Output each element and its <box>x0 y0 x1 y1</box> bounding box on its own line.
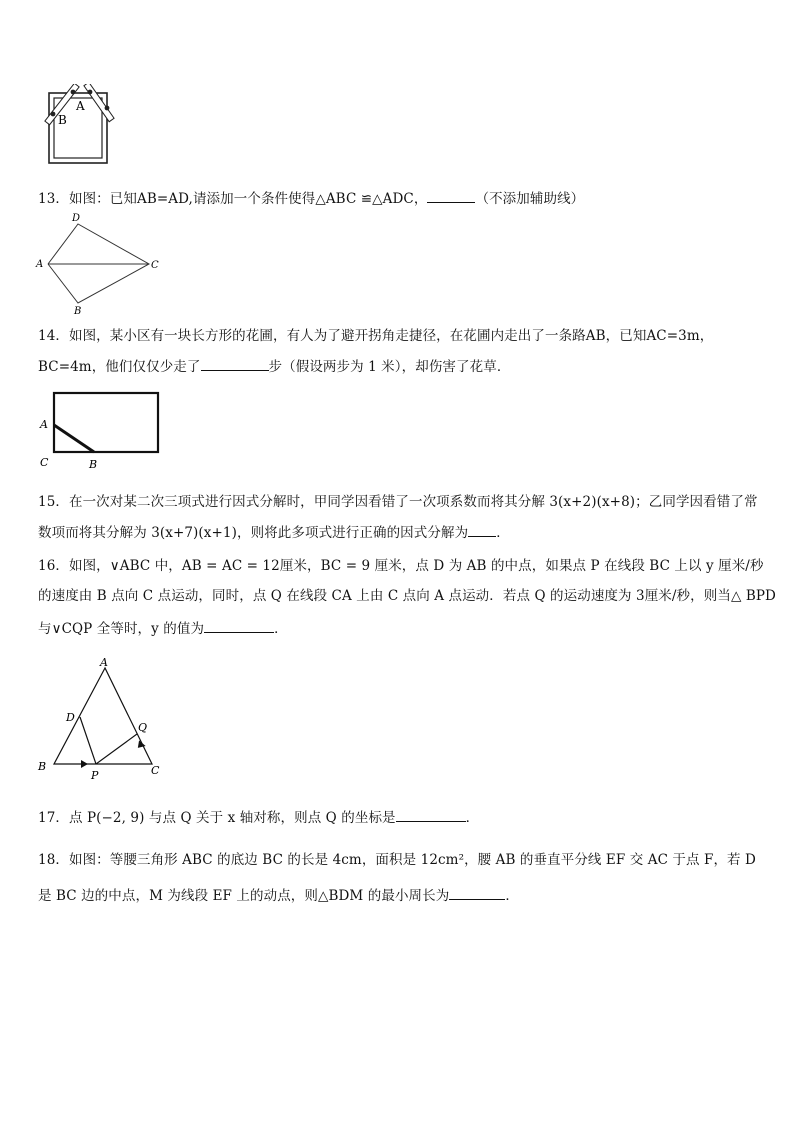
q14-line2-before: BC=4m，他们仅仅少走了 <box>38 359 201 375</box>
q13-text-before: 13．如图：已知AB=AD,请添加一个条件使得△ABC ≌△ADC， <box>38 191 428 207</box>
q17-text <box>38 806 479 826</box>
q13-label-c: C <box>151 260 159 271</box>
q14-line2-after: 步（假设两步为 1 米），却伤害了花草． <box>268 359 511 375</box>
q18-line2 <box>38 884 519 904</box>
q18-line1: 18．如图：等腰三角形 ABC 的底边 BC 的长是 4cm，面积是 12cm²，腰 AB 的垂直平分线 EF 交 AC 于点 F，若 D <box>38 852 756 868</box>
q13-figure <box>32 210 167 318</box>
q16-figure <box>34 654 169 784</box>
frame-figure <box>40 84 120 168</box>
q13-text-after: （不添加辅助线） <box>475 191 585 207</box>
q14-label-a: A <box>40 418 48 431</box>
q16-line2: 的速度由 B 点向 C 点运动，同时，点 Q 在线段 CA 上由 C 点向 A 点运动．若点 Q 的运动速度为 3厘米/秒，则当△ BPD <box>38 588 776 604</box>
q16-label-p: P <box>91 769 99 782</box>
frame-label-b: B <box>58 113 67 127</box>
q15-line2-after: ． <box>496 525 510 541</box>
q16-label-a: A <box>100 656 108 669</box>
q15-answer-blank <box>468 524 496 537</box>
q17-text-after: ． <box>465 810 480 826</box>
q14-line2 <box>38 355 510 375</box>
q16-label-d: D <box>66 711 75 724</box>
q18-line2-after: ． <box>505 888 519 904</box>
q16-answer-blank <box>204 620 274 633</box>
q16-label-b: B <box>38 760 47 773</box>
q13-answer-blank <box>427 190 475 203</box>
q13-label-b: B <box>74 306 82 317</box>
q13-text <box>38 187 584 207</box>
q17-answer-blank <box>396 809 466 822</box>
q16-line3-after: ． <box>274 621 288 637</box>
q18-answer-blank <box>449 887 505 900</box>
q16-line3 <box>38 617 288 637</box>
q16-label-q: Q <box>138 721 148 734</box>
q17-text-before: 17．点 P(−2, 9) 与点 Q 关于 x 轴对称，则点 Q 的坐标是 <box>38 810 396 826</box>
frame-label-a: A <box>76 99 85 113</box>
q16-line3-before: 与∨CQP 全等时，y 的值为 <box>38 621 205 637</box>
q14-line1: 14．如图，某小区有一块长方形的花圃，有人为了避开拐角走捷径，在花圃内走出了一条路AB，已知AC=3m， <box>38 328 714 344</box>
q13-label-d: D <box>72 213 81 224</box>
q14-answer-blank <box>201 358 269 371</box>
q15-line1: 15．在一次对某二次三项式进行因式分解时，甲同学因看错了一次项系数而将其分解 3(x+2)(x+8)；乙同学因看错了常 <box>38 494 758 510</box>
q13-label-a: A <box>36 259 44 270</box>
q15-line2 <box>38 521 510 541</box>
q16-line1: 16．如图，∨ABC 中，AB = AC = 12厘米，BC = 9 厘米，点 D 为 AB 的中点，如果点 P 在线段 BC 上以 y 厘米/秒 <box>38 558 764 574</box>
q14-figure <box>36 388 166 472</box>
q14-label-c: C <box>40 456 49 469</box>
q18-line2-before: 是 BC 边的中点，M 为线段 EF 上的动点，则△BDM 的最小周长为 <box>38 888 450 904</box>
q16-label-c: C <box>151 764 160 777</box>
q15-line2-before: 数项而将其分解为 3(x+7)(x+1)，则将此多项式进行正确的因式分解为 <box>38 525 469 541</box>
q14-label-b: B <box>89 458 98 471</box>
